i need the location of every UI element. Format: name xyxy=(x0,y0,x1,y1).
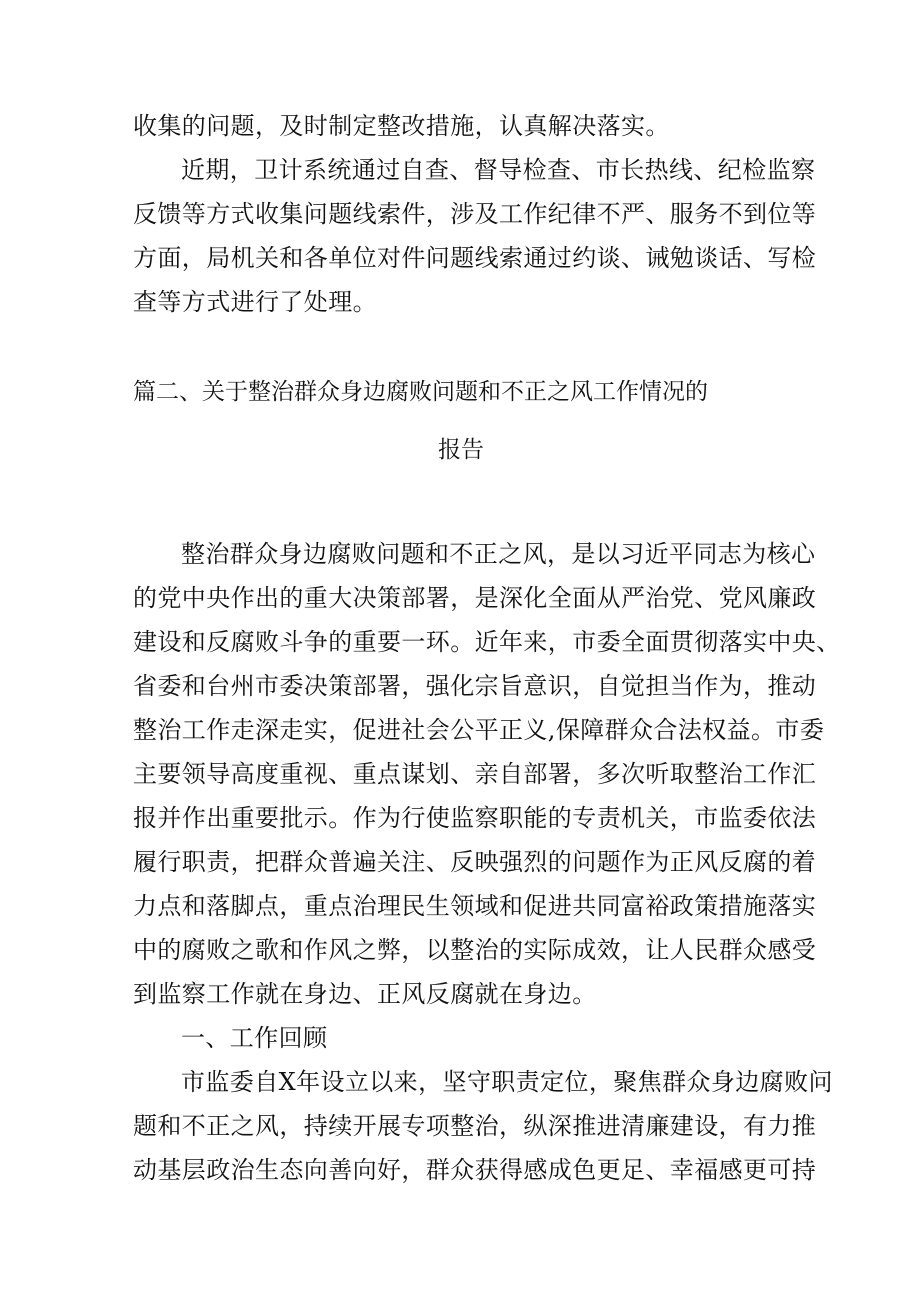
subheading-work-review: 一、工作回顾 xyxy=(181,1024,328,1052)
intro-line: 方面，局机关和各单位对件问题线索通过约谈、诫勉谈话、写检 xyxy=(133,244,817,272)
body-line: 中的腐败之歌和作风之弊，以整治的实际成效，让人民群众感受 xyxy=(133,936,817,964)
body-line: 力点和落脚点，重点治理民生领域和促进共同富裕政策措施落实 xyxy=(133,892,817,920)
body-line: 报并作出重要批示。作为行使监察职能的专责机关，市监委依法 xyxy=(133,804,817,832)
intro-line: 近期，卫计系统通过自查、督导检查、市长热线、纪检监察 xyxy=(181,156,816,184)
section-title-line-2: 报告 xyxy=(438,437,484,463)
body-line: 主要领导高度重视、重点谋划、亲自部署，多次听取整治工作汇 xyxy=(133,760,817,788)
body-line: 履行职责，把群众普遍关注、反映强烈的问题作为正风反腐的着 xyxy=(133,848,817,876)
body-line: 的党中央作出的重大决策部署，是深化全面从严治党、党风廉政 xyxy=(133,584,817,612)
intro-line: 反馈等方式收集问题线索件，涉及工作纪律不严、服务不到位等 xyxy=(133,200,817,228)
body-line: 到监察工作就在身边、正风反腐就在身边。 xyxy=(133,980,597,1008)
intro-line: 查等方式进行了处理。 xyxy=(133,288,377,316)
body-line: 动基层政治生态向善向好，群众获得感成色更足、幸福感更可持 xyxy=(133,1156,817,1184)
body-line: 省委和台州市委决策部署，强化宗旨意识，自觉担当作为，推动 xyxy=(133,672,817,700)
body-line: 整治群众身边腐败问题和不正之风，是以习近平同志为核心 xyxy=(181,540,816,568)
body-line: 建设和反腐败斗争的重要一环。近年来，市委全面贯彻落实中央、 xyxy=(133,628,841,656)
body-line: 市监委自X年设立以来，坚守职责定位，聚焦群众身边腐败问 xyxy=(181,1068,833,1096)
intro-line: 收集的问题，及时制定整改措施，认真解决落实。 xyxy=(133,112,670,140)
body-line: 题和不正之风，持续开展专项整治，纵深推进清廉建设，有力推 xyxy=(133,1112,817,1140)
section-title-line-1: 篇二、关于整治群众身边腐败问题和不正之风工作情况的 xyxy=(133,379,708,405)
body-line: 整治工作走深走实，促进社会公平正义,保障群众合法权益。市委 xyxy=(133,716,825,744)
